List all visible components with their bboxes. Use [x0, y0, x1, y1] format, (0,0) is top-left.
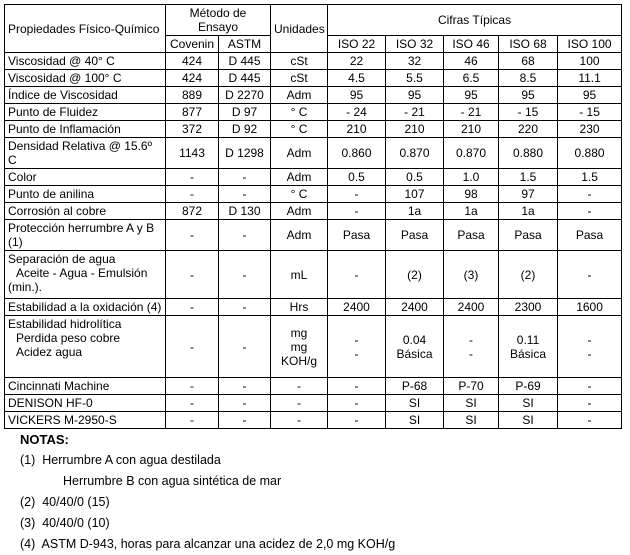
value-line: -	[469, 332, 474, 347]
value-cell: 100	[558, 53, 622, 70]
value-cell: 2400	[444, 299, 499, 316]
value-cell: 2400	[328, 299, 386, 316]
value-cell	[558, 316, 622, 378]
value-cell: Pasa	[499, 220, 558, 251]
unit-cell: Adm	[271, 138, 328, 169]
table-row	[5, 395, 622, 412]
value-cell: 0.870	[444, 138, 499, 169]
value-cell: 0.880	[558, 138, 622, 169]
value-cell: 5.5	[386, 70, 444, 87]
value-line: 0.11	[516, 332, 540, 347]
value-cell: 107	[386, 186, 444, 203]
table-row	[5, 104, 622, 121]
value-cell: -	[558, 186, 622, 203]
unit-cell: ° C	[271, 104, 328, 121]
unit-cell: mL	[271, 251, 328, 299]
value-cell: 210	[444, 121, 499, 138]
value-cell: 95	[558, 87, 622, 104]
value-cell: -	[558, 203, 622, 220]
prop-cell	[5, 316, 166, 378]
notes-title: NOTAS:	[20, 432, 69, 447]
prop-line: Perdida peso cobre	[16, 331, 121, 345]
covenin-cell: 872	[166, 203, 219, 220]
value-line: Básica	[510, 346, 547, 361]
header-metodo: Método de Ensayo	[166, 5, 271, 36]
unit-line: KOH/g	[281, 353, 318, 368]
astm-cell: -	[219, 378, 271, 395]
unit-line: mg	[290, 325, 308, 340]
value-cell: SI	[499, 395, 558, 412]
covenin-cell: 877	[166, 104, 219, 121]
header-propiedades: Propiedades Físico-Químico	[5, 5, 166, 53]
astm-cell: D 130	[219, 203, 271, 220]
unit-cell: -	[271, 412, 328, 429]
value-cell: P-68	[386, 378, 444, 395]
covenin-cell: 372	[166, 121, 219, 138]
value-cell: SI	[499, 412, 558, 429]
value-cell: 4.5	[328, 70, 386, 87]
value-cell: 1.0	[444, 169, 499, 186]
table-row	[5, 138, 622, 169]
table-row	[5, 121, 622, 138]
value-cell	[386, 316, 444, 378]
value-cell: 230	[558, 121, 622, 138]
unit-cell: Adm	[271, 203, 328, 220]
notes-section	[20, 429, 395, 555]
astm-cell: -	[219, 220, 271, 251]
astm-cell: D 445	[219, 53, 271, 70]
unit-cell: Adm	[271, 220, 328, 251]
value-cell: SI	[386, 412, 444, 429]
value-cell: -	[558, 378, 622, 395]
astm-cell: -	[219, 299, 271, 316]
value-cell	[328, 316, 386, 378]
table-row	[5, 87, 622, 104]
covenin-cell: 1143	[166, 138, 219, 169]
value-cell: 2300	[499, 299, 558, 316]
value-cell: 98	[444, 186, 499, 203]
header-cifras: Cifras Típicas	[328, 5, 622, 36]
unit-cell: cSt	[271, 53, 328, 70]
value-cell: 1a	[499, 203, 558, 220]
astm-cell: D 445	[219, 70, 271, 87]
unit-cell: ° C	[271, 186, 328, 203]
note-1b	[20, 471, 395, 492]
covenin-cell: -	[166, 169, 219, 186]
table-row	[5, 186, 622, 203]
value-cell: 220	[499, 121, 558, 138]
value-cell: Pasa	[386, 220, 444, 251]
spec-table	[4, 4, 622, 429]
value-cell: SI	[386, 395, 444, 412]
unit-cell: Hrs	[271, 299, 328, 316]
covenin-cell: -	[166, 220, 219, 251]
value-cell: 97	[499, 186, 558, 203]
prop-cell: Viscosidad @ 40° C	[5, 53, 166, 70]
astm-cell: -	[219, 395, 271, 412]
value-line: 0.04	[402, 332, 427, 347]
unit-cell: cSt	[271, 70, 328, 87]
value-cell: 1a	[386, 203, 444, 220]
note-2	[20, 492, 395, 513]
prop-cell: VICKERS M-2950-S	[5, 412, 166, 429]
note-1	[20, 450, 395, 471]
value-cell: P-69	[499, 378, 558, 395]
note-text: 40/40/0 (10)	[42, 516, 110, 530]
table-row	[5, 53, 622, 70]
prop-cell: DENISON HF-0	[5, 395, 166, 412]
header-iso-46: ISO 46	[444, 36, 499, 53]
value-cell: 6.5	[444, 70, 499, 87]
value-line: -	[587, 346, 592, 361]
table-row	[5, 70, 622, 87]
value-line: -	[354, 332, 359, 347]
prop-line: Estabilidad hidrolítica	[8, 317, 122, 331]
value-cell: 0.880	[499, 138, 558, 169]
covenin-cell: -	[166, 378, 219, 395]
covenin-cell: 889	[166, 87, 219, 104]
prop-cell: Punto de anilina	[5, 186, 166, 203]
value-cell: - 21	[386, 104, 444, 121]
unit-cell: Adm	[271, 169, 328, 186]
prop-cell: Color	[5, 169, 166, 186]
prop-cell: Punto de Fluidez	[5, 104, 166, 121]
note-3	[20, 513, 395, 534]
prop-cell: Densidad Relativa @ 15.6º C	[5, 138, 166, 169]
table-row	[5, 412, 622, 429]
astm-cell: -	[219, 316, 271, 378]
table-row	[5, 378, 622, 395]
astm-cell: -	[219, 412, 271, 429]
astm-cell: -	[219, 186, 271, 203]
prop-cell: Estabilidad a la oxidación (4)	[5, 299, 166, 316]
table-row	[5, 220, 622, 251]
header-astm: ASTM	[219, 36, 271, 53]
value-cell: - 24	[328, 104, 386, 121]
note-text: Herrumbre A con agua destilada	[42, 453, 221, 467]
astm-cell: D 1298	[219, 138, 271, 169]
table-row	[5, 203, 622, 220]
value-cell: (3)	[444, 251, 499, 299]
header-iso-100: ISO 100	[558, 36, 622, 53]
prop-line: Acidez agua	[16, 345, 83, 359]
value-cell: - 15	[558, 104, 622, 121]
value-cell: 68	[499, 53, 558, 70]
value-line: -	[587, 332, 592, 347]
table-row	[5, 299, 622, 316]
value-cell: - 15	[499, 104, 558, 121]
note-label: (4)	[20, 537, 36, 551]
value-cell: 1.5	[558, 169, 622, 186]
value-cell: 46	[444, 53, 499, 70]
value-cell: - 21	[444, 104, 499, 121]
note-text: 40/40/0 (15)	[42, 495, 110, 509]
unit-cell: -	[271, 378, 328, 395]
value-cell: 95	[499, 87, 558, 104]
value-cell: 0.860	[328, 138, 386, 169]
covenin-cell: -	[166, 316, 219, 378]
prop-line: Separación de agua	[8, 252, 116, 266]
value-cell: -	[328, 186, 386, 203]
table-row	[5, 251, 622, 299]
value-line: -	[469, 346, 474, 361]
prop-cell: Cincinnati Machine	[5, 378, 166, 395]
prop-line: Aceite - Agua - Emulsión	[16, 266, 148, 280]
value-cell: 95	[444, 87, 499, 104]
value-cell: -	[328, 203, 386, 220]
value-cell: -	[558, 251, 622, 299]
header-covenin: Covenin	[166, 36, 219, 53]
prop-cell: Viscosidad @ 100° C	[5, 70, 166, 87]
prop-cell: Corrosión al cobre	[5, 203, 166, 220]
astm-cell: -	[219, 169, 271, 186]
value-cell: 11.1	[558, 70, 622, 87]
value-cell	[444, 316, 499, 378]
header-iso-68: ISO 68	[499, 36, 558, 53]
value-cell: 1600	[558, 299, 622, 316]
unit-line: mg	[290, 339, 308, 354]
unit-cell: Adm	[271, 87, 328, 104]
value-cell: -	[328, 412, 386, 429]
unit-cell: ° C	[271, 121, 328, 138]
value-cell: 95	[328, 87, 386, 104]
value-line: -	[354, 346, 359, 361]
astm-cell: D 92	[219, 121, 271, 138]
astm-cell: -	[219, 251, 271, 299]
astm-cell: D 2270	[219, 87, 271, 104]
prop-line: (min.).	[8, 280, 42, 294]
prop-cell: Protección herrumbre A y B (1)	[5, 220, 166, 251]
prop-cell	[5, 251, 166, 299]
note-text: ASTM D-943, horas para alcanzar una acidez de 2,0 mg KOH/g	[41, 537, 396, 551]
covenin-cell: -	[166, 299, 219, 316]
value-cell: Pasa	[444, 220, 499, 251]
value-cell: 22	[328, 53, 386, 70]
note-label: (3)	[20, 516, 36, 530]
note-label: (2)	[20, 495, 36, 509]
value-cell: 95	[386, 87, 444, 104]
value-cell: (2)	[386, 251, 444, 299]
prop-cell: Índice de Viscosidad	[5, 87, 166, 104]
value-cell: -	[328, 251, 386, 299]
value-cell: -	[328, 378, 386, 395]
covenin-cell: 424	[166, 70, 219, 87]
value-cell: (2)	[499, 251, 558, 299]
value-cell: -	[558, 412, 622, 429]
value-cell: 8.5	[499, 70, 558, 87]
value-line: Básica	[396, 346, 433, 361]
value-cell: 2400	[386, 299, 444, 316]
value-cell: 0.5	[328, 169, 386, 186]
value-cell: 210	[328, 121, 386, 138]
value-cell: -	[558, 395, 622, 412]
value-cell: -	[328, 395, 386, 412]
covenin-cell: -	[166, 412, 219, 429]
value-cell: Pasa	[558, 220, 622, 251]
astm-cell: D 97	[219, 104, 271, 121]
header-unidades: Unidades	[271, 5, 328, 53]
value-cell: 32	[386, 53, 444, 70]
table-row	[5, 169, 622, 186]
header-iso-32: ISO 32	[386, 36, 444, 53]
note-text: Herrumbre B con agua sintética de mar	[63, 474, 282, 488]
table-row	[5, 316, 622, 378]
value-cell: 1.5	[499, 169, 558, 186]
value-cell: SI	[444, 395, 499, 412]
note-label: (1)	[20, 453, 36, 467]
unit-cell: -	[271, 395, 328, 412]
value-cell: Pasa	[328, 220, 386, 251]
value-cell: 1a	[444, 203, 499, 220]
value-cell: 210	[386, 121, 444, 138]
value-cell: P-70	[444, 378, 499, 395]
note-4	[20, 534, 395, 555]
covenin-cell: -	[166, 251, 219, 299]
covenin-cell: -	[166, 395, 219, 412]
unit-cell	[271, 316, 328, 378]
header-iso-22: ISO 22	[328, 36, 386, 53]
value-cell: 0.870	[386, 138, 444, 169]
prop-cell: Punto de Inflamación	[5, 121, 166, 138]
covenin-cell: 424	[166, 53, 219, 70]
value-cell: SI	[444, 412, 499, 429]
value-cell: 0.5	[386, 169, 444, 186]
value-cell	[499, 316, 558, 378]
covenin-cell: -	[166, 186, 219, 203]
